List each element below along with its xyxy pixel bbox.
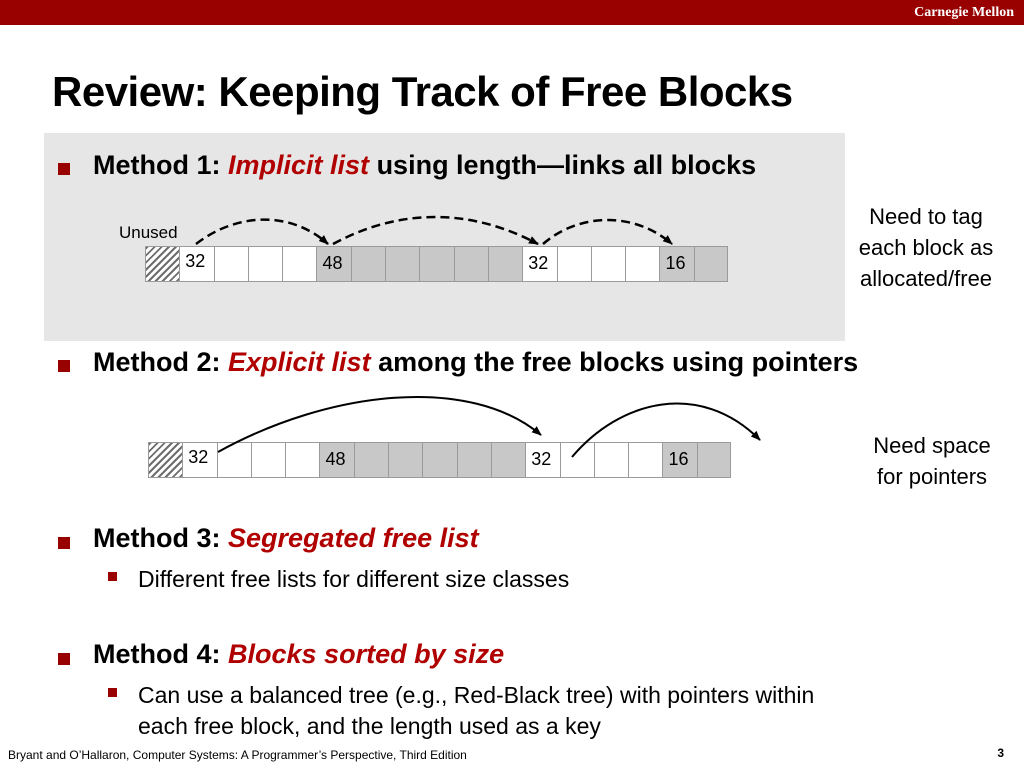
implicit-link-arrow	[196, 220, 328, 244]
tag-note-line: allocated/free	[859, 266, 993, 291]
block-size-label: 48	[322, 253, 343, 273]
pointer-note-line: for pointers	[876, 464, 988, 489]
implicit-link-arrow	[543, 220, 672, 244]
sub-bullet-marker	[108, 572, 117, 581]
block-size-label: 16	[665, 253, 686, 273]
explicit-pointer-arrow	[572, 404, 760, 457]
tag-note-line: each block as	[858, 235, 994, 260]
method-2-rest: among the free blocks using pointers	[378, 347, 859, 377]
method-4-detail-line: each free block, and the length used as a key	[138, 713, 601, 739]
method-1-rest: using length—links all blocks	[376, 150, 757, 180]
method-1-emphasis: Implicit list	[228, 150, 370, 180]
block-size-label: 32	[188, 447, 209, 467]
method-2-emphasis: Explicit list	[228, 347, 371, 377]
method-2-prefix: Method 2:	[93, 347, 221, 377]
brand-name: Carnegie Mellon	[914, 5, 1014, 20]
block-size-label: 16	[668, 449, 689, 469]
bullet-marker	[58, 537, 70, 549]
method-3-prefix: Method 3:	[93, 523, 221, 553]
method-4-detail	[138, 680, 814, 742]
tag-note-line: Need to tag	[869, 204, 983, 229]
method-4-detail-line: Can use a balanced tree (e.g., Red-Black tree) with pointers within	[138, 682, 815, 708]
block-size-label: 32	[185, 251, 206, 271]
block-size-label: 32	[528, 253, 549, 273]
method-4-heading	[93, 639, 504, 670]
method-1-prefix: Method 1:	[93, 150, 221, 180]
citation-footer: Bryant and O’Hallaron, Computer Systems: A Programmer’s Perspective, Third Edition	[8, 748, 467, 762]
unused-label: Unused	[119, 223, 178, 242]
pointer-note-line: Need space	[873, 433, 991, 458]
slide-title: Review: Keeping Track of Free Blocks	[52, 68, 793, 115]
page-number: 3	[997, 746, 1004, 760]
method-3-heading	[93, 523, 479, 554]
block-size-label: 32	[531, 449, 552, 469]
method-4-emphasis: Blocks sorted by size	[228, 639, 505, 669]
explicit-pointer-arrow	[218, 397, 541, 452]
sub-bullet-marker	[108, 688, 117, 697]
bullet-marker	[58, 653, 70, 665]
implicit-link-arrow	[333, 217, 538, 244]
method-3-detail: Different free lists for different size classes	[138, 566, 570, 592]
method-3-emphasis: Segregated free list	[228, 523, 479, 553]
block-size-label: 48	[325, 449, 346, 469]
method-4-prefix: Method 4:	[93, 639, 221, 669]
